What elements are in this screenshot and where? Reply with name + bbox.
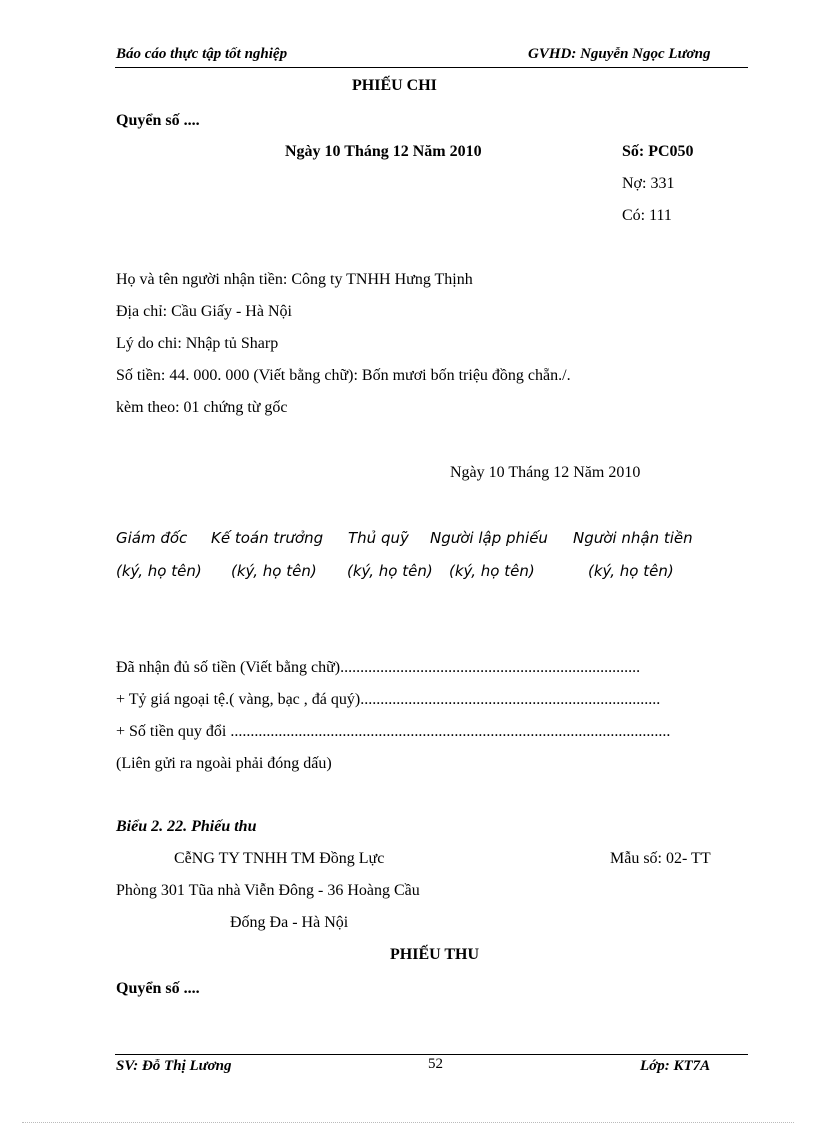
voucher-reason: Lý do chi: Nhập tủ Sharp (116, 335, 279, 352)
voucher-number: Số: PC050 (622, 143, 694, 160)
footer-student: SV: Đỗ Thị Lương (116, 1058, 232, 1074)
footer-page-number: 52 (428, 1056, 443, 1072)
receipt-caption: Biểu 2. 22. Phiếu thu (116, 818, 257, 835)
voucher-debit-account: Nợ: 331 (622, 175, 675, 192)
signer-role-chief-accountant: Kế toán trưởng (211, 529, 324, 547)
voucher-attached-docs: kèm theo: 01 chứng từ gốc (116, 399, 288, 416)
receipt-address-line2: Đống Đa - Hà Nội (230, 914, 349, 931)
header-supervisor: GVHD: Nguyễn Ngọc Lương (528, 46, 711, 62)
voucher-credit-account: Có: 111 (622, 207, 672, 224)
footer-rule (115, 1054, 748, 1055)
receipt-form-number: Mẫu số: 02- TT (610, 850, 711, 867)
voucher-title: PHIẾU CHI (352, 77, 437, 94)
receipt-company-name: CễNG TY TNHH TM Đồng Lực (174, 850, 385, 867)
signer-note-chief-accountant: (ký, họ tên) (231, 562, 317, 580)
signer-note-recipient: (ký, họ tên) (588, 562, 674, 580)
voucher-stamp-note: (Liên gửi ra ngoài phải đóng dấu) (116, 755, 332, 772)
header-report-title: Báo cáo thực tập tốt nghiệp (116, 46, 288, 62)
header-rule (115, 67, 748, 68)
signer-note-cashier: (ký, họ tên) (347, 562, 433, 580)
footer-class: Lớp: KT7A (640, 1058, 711, 1074)
signer-role-preparer: Người lập phiếu (430, 529, 548, 547)
voucher-exchange-rate: + Tỷ giá ngoại tệ.( vàng, bạc , đá quý)........................................................................... (116, 691, 661, 708)
voucher-sign-date: Ngày 10 Tháng 12 Năm 2010 (450, 464, 641, 481)
receipt-address-line1: Phòng 301 Tũa nhà Viễn Đông - 36 Hoàng Cầu (116, 882, 420, 899)
signer-role-director: Giám đốc (116, 529, 188, 547)
voucher-address: Địa chỉ: Cầu Giấy - Hà Nội (116, 303, 292, 320)
voucher-payee: Họ và tên người nhận tiền: Công ty TNHH Hưng Thịnh (116, 271, 473, 288)
signer-role-recipient: Người nhận tiền (573, 529, 693, 547)
receipt-title: PHIẾU THU (390, 946, 480, 963)
voucher-date: Ngày 10 Tháng 12 Năm 2010 (285, 143, 482, 160)
signer-note-director: (ký, họ tên) (116, 562, 202, 580)
receipt-book-number: Quyển số .... (116, 980, 200, 997)
voucher-received-amount: Đã nhận đủ số tiền (Viết bằng chữ)........................................................................... (116, 659, 641, 676)
voucher-converted-amount: + Số tiền quy đổi .............................................................................................................. (116, 723, 671, 740)
signer-note-preparer: (ký, họ tên) (449, 562, 535, 580)
signer-role-cashier: Thủ quỹ (348, 529, 409, 547)
voucher-amount: Số tiền: 44. 000. 000 (Viết bằng chữ): Bốn mươi bốn triệu đồng chẵn./. (116, 367, 571, 384)
voucher-book-number: Quyển số .... (116, 112, 200, 129)
